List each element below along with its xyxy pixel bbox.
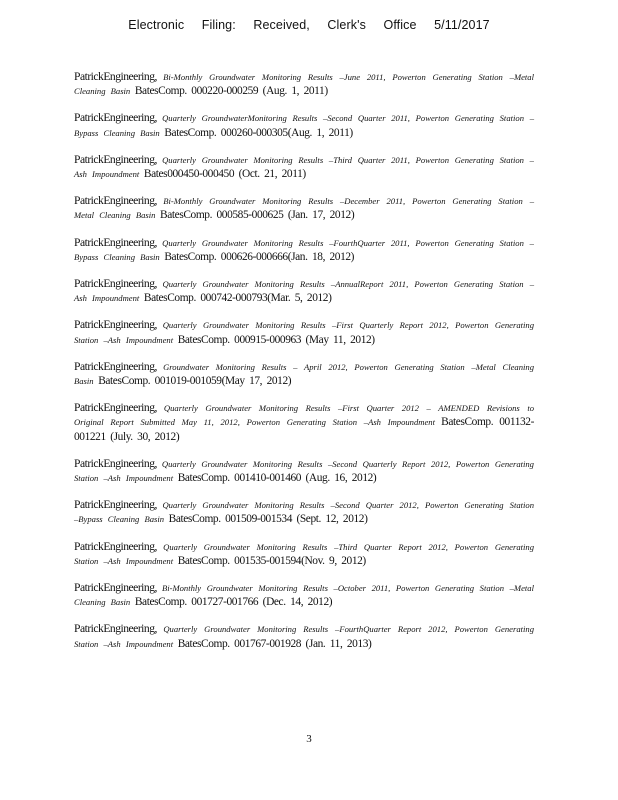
bates-citation: BatesComp. 001509-001534 (Sept. 12, 2012) <box>168 513 368 526</box>
document-title: Groundwater Monitoring Results – April 2012, Powerton Generating Station –Metal Cleaning Basin <box>74 361 534 387</box>
reference-entry <box>74 194 534 222</box>
reference-entry <box>74 540 534 568</box>
document-title: Quarterly Groundwater Monitoring Results –FourthQuarter Report 2012, Powerton Generating Station –Ash Impoundment <box>74 624 534 649</box>
reference-entry <box>74 153 534 181</box>
author: PatrickEngineering, <box>74 152 157 166</box>
author: PatrickEngineering, <box>74 194 157 208</box>
bates-citation: BatesComp. 001132-001221 (July. 30, 2012) <box>74 416 534 443</box>
bates-citation: BatesComp. 001019-001059(May 17, 2012) <box>98 375 292 388</box>
bates-citation: BatesComp. 000626-000666(Jan. 18, 2012) <box>164 250 355 263</box>
document-title: Quarterly Groundwater Monitoring Results –Third Quarter Report 2012, Powerton Generating Station –Ash Impoundment <box>74 541 534 566</box>
document-title: Quarterly Groundwater Monitoring Results –AnnualReport 2011, Powerton Generating Station –Ash Impoundment <box>74 279 534 304</box>
bates-citation: BatesComp. 000915-000963 (May 11, 2012) <box>177 333 375 346</box>
author: PatrickEngineering, <box>74 235 157 249</box>
author: PatrickEngineering, <box>74 622 157 636</box>
author: PatrickEngineering, <box>74 70 157 83</box>
reference-entry <box>74 277 534 305</box>
bates-citation: BatesComp. 001767-001928 (Jan. 11, 2013) <box>177 637 372 650</box>
reference-list <box>74 70 534 664</box>
author: PatrickEngineering, <box>74 498 157 512</box>
reference-entry <box>74 318 534 346</box>
author: PatrickEngineering, <box>74 277 157 291</box>
document-title: Quarterly Groundwater Monitoring Results –Second Quarter 2012, Powerton Generating Station –Bypass Cleaning Basin <box>74 500 534 525</box>
author: PatrickEngineering, <box>74 359 157 373</box>
document-title: Quarterly GroundwaterMonitoring Results –Second Quarter 2011, Powerton Generating Station –Bypass Cleaning Basin <box>74 113 534 138</box>
bates-citation: Bates000450-000450 (Oct. 21, 2011) <box>143 168 306 181</box>
bates-citation: BatesComp. 001727-001766 (Dec. 14, 2012) <box>134 596 333 609</box>
bates-citation: BatesComp. 001535-001594(Nov. 9, 2012) <box>177 554 366 567</box>
document-title: Bi-Monthly Groundwater Monitoring Results –December 2011, Powerton Generating Station –Metal Cleaning Basin <box>74 196 534 221</box>
author: PatrickEngineering, <box>74 581 157 595</box>
reference-entry <box>74 111 534 139</box>
document-title: Quarterly Groundwater Monitoring Results –Second Quarterly Report 2012, Powerton Generating Station –Ash Impoundment <box>74 458 534 484</box>
bates-citation: BatesComp. 001410-001460 (Aug. 16, 2012) <box>177 472 377 485</box>
reference-entry <box>74 360 534 388</box>
bates-citation: BatesComp. 000585-000625 (Jan. 17, 2012) <box>160 209 355 222</box>
filing-header: Electronic Filing: Received, Clerk's Office 5/11/2017 <box>128 18 490 32</box>
author: PatrickEngineering, <box>74 318 157 332</box>
bates-citation: BatesComp. 000742-000793(Mar. 5, 2012) <box>143 292 332 305</box>
author: PatrickEngineering, <box>74 111 157 125</box>
document-title: Quarterly Groundwater Monitoring Results –First Quarter 2012 – AMENDED Revisions to Original Report Submitted May 11, 2012, Powerton Generating Station –Ash Impoundment <box>74 403 535 428</box>
reference-entry <box>74 457 534 485</box>
document-title: Quarterly Groundwater Monitoring Results –First Quarterly Report 2012, Powerton Generating Station –Ash Impoundment <box>74 320 534 345</box>
reference-entry <box>74 236 534 264</box>
document-title: Quarterly Groundwater Monitoring Results –Third Quarter 2011, Powerton Generating Station –Ash Impoundment <box>74 154 534 180</box>
author: PatrickEngineering, <box>74 401 157 415</box>
author: PatrickEngineering, <box>74 539 157 553</box>
reference-entry <box>74 498 534 526</box>
document-title: Quarterly Groundwater Monitoring Results –FourthQuarter 2011, Powerton Generating Station –Bypass Cleaning Basin <box>74 237 534 262</box>
bates-citation: BatesComp. 000220-000259 (Aug. 1, 2011) <box>134 85 328 98</box>
document-title: Bi-Monthly Groundwater Monitoring Results –June 2011, Powerton Generating Station –Metal Cleaning Basin <box>74 72 534 97</box>
page-number: 3 <box>306 733 312 745</box>
reference-entry <box>74 622 534 650</box>
reference-entry <box>74 581 534 609</box>
document-title: Bi-Monthly Groundwater Monitoring Results –October 2011, Powerton Generating Station –Metal Cleaning Basin <box>74 583 534 608</box>
bates-citation: BatesComp. 000260-000305(Aug. 1, 2011) <box>164 126 353 139</box>
reference-entry <box>74 401 534 444</box>
reference-entry <box>74 70 534 98</box>
author: PatrickEngineering, <box>74 456 157 470</box>
